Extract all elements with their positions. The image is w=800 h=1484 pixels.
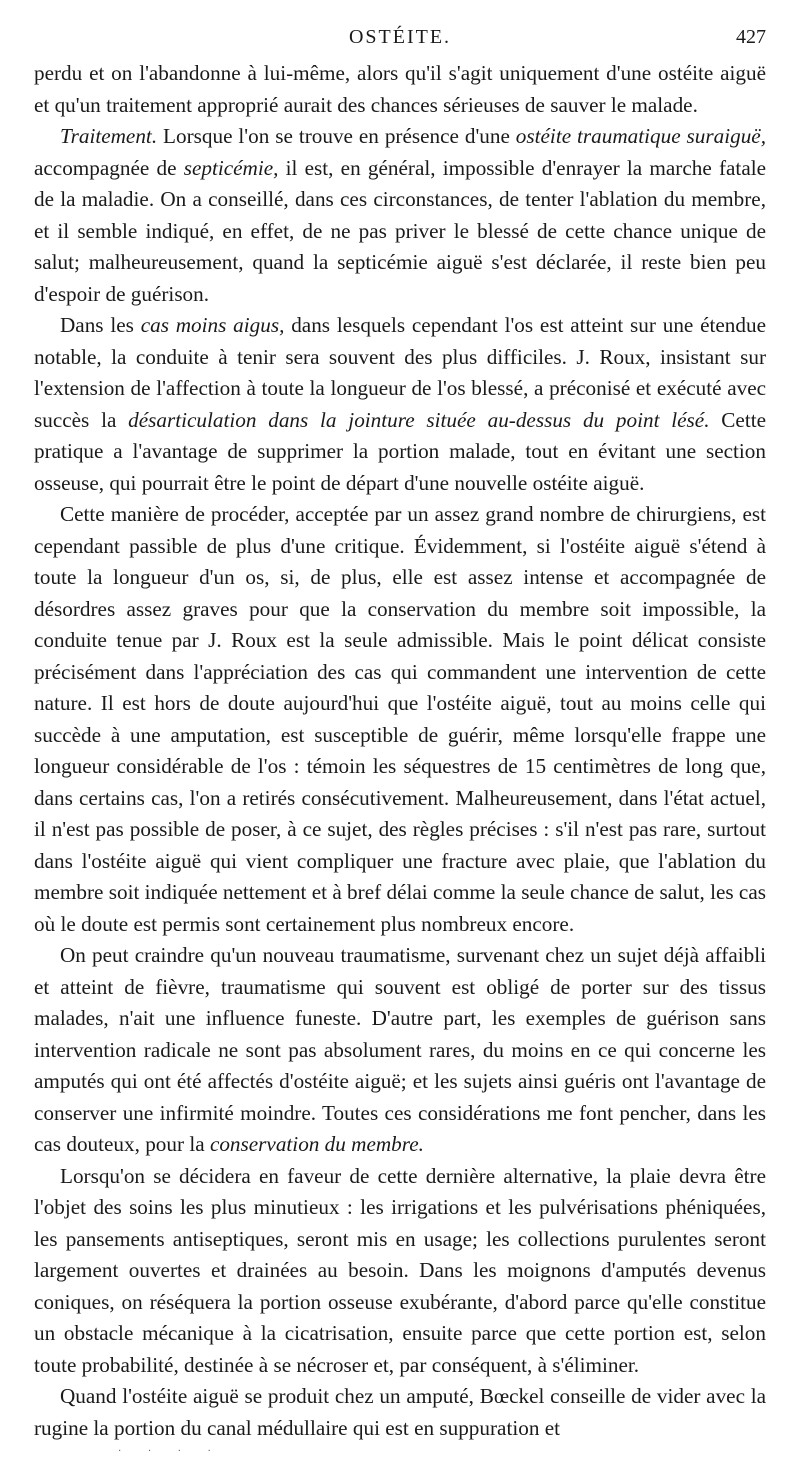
- text-run: Quand l'ostéite aiguë se produit chez un amputé, Bœckel conseille de vider avec la rugine la portion du canal médullaire qui est en suppuration et: [34, 1384, 766, 1440]
- page-number: 427: [736, 26, 766, 48]
- italic-run: cas moins aigus,: [140, 313, 285, 337]
- page-header: [34, 26, 766, 56]
- paragraph: [34, 499, 766, 940]
- text-run: Cette manière de procéder, acceptée par un assez grand nombre de chirurgiens, est cependant passible de plus d'une critique. Évidemment, si l'ostéite aiguë s'étend à toute la longueur d'un os, si, de plus, elle est assez intense et accompagnée de désordres assez graves pour que la conservation du membre soit impossible, la conduite tenue par J. Roux est la seule admissible. Mais le point délicat consiste précisément dans l'appréciation des cas qui commandent une intervention de cette nature. Il est hors de doute aujourd'hui que l'ostéite aiguë, tout au moins celle qui succède à une amputation, est susceptible de guérir, même lorsqu'elle frappe une longueur considérable de l'os : témoin les séquestres de 15 centimètres de long que, dans certains cas, l'on a retirés consécutivement. Malheureusement, dans l'état actuel, il n'est pas possible de poser, à ce sujet, des règles précises : s'il n'est pas rare, surtout dans l'ostéite aiguë qui vient compliquer une fracture avec plaie, que l'ablation du membre soit indiquée nettement et à bref délai comme la seule chance de salut, les cas où le doute est permis sont certainement plus nombreux encore.: [34, 502, 766, 936]
- text-run: Dans les: [60, 313, 141, 337]
- text-run: dans lesquels cependant l'os est atteint sur une étendue notable, la conduite à tenir sera souvent des plus difficiles. J. Roux, insistant sur l'extension de l'affection à toute la longueur de l'os blessé, a préconisé et exécuté avec succès la: [34, 313, 766, 432]
- italic-run: septicémie,: [183, 155, 279, 180]
- body-text: [34, 58, 766, 1444]
- italic-run: Traitement.: [60, 124, 158, 148]
- text-run: On peut craindre qu'un nouveau traumatisme, survenant chez un sujet déjà affaibli et atteint de fièvre, traumatisme qui souvent est obligé de porter sur des tissus malades, n'ait une influence funeste. D'autre part, les exemples de guérison sans intervention radicale ne sont pas absolument rares, du moins en ce qui concerne les amputés qui ont été affectés d'ostéite aiguë; et les sujets ainsi guéris ont l'avantage de conserver une infirmité moindre. Toutes ces considérations me font pencher, dans les cas douteux, pour la: [34, 943, 766, 1156]
- italic-run: conservation du membre.: [209, 1132, 424, 1156]
- text-run: il est, en général, impossible d'enrayer la marche fatale de la maladie. On a conseillé, dans ces circonstances, de tenter l'ablation du membre, et il semble indiqué, en effet, de ne pas priver le blessé de cette chance unique de salut; malheureusement, quand la septicémie aiguë s'est déclarée, il reste bien peu d'espoir de guérison.: [34, 155, 767, 306]
- text-run: accompagnée de: [34, 155, 184, 180]
- running-title: OSTÉITE.: [348, 26, 452, 48]
- paragraph: [34, 121, 766, 310]
- print-specks: · · · ·: [118, 1446, 223, 1457]
- paragraph: [34, 58, 766, 121]
- text-run: Lorsque l'on se trouve en présence d'une: [157, 124, 516, 148]
- paragraph: [34, 310, 766, 499]
- italic-run: désarticulation dans la jointure située au-dessus du point lésé.: [128, 407, 710, 432]
- text-run: perdu et on l'abandonne à lui-même, alors qu'il s'agit uniquement d'une ostéite aiguë et qu'un traitement approprié aurait des chances sérieuses de sauver le malade.: [34, 61, 766, 117]
- paragraph: [34, 1161, 766, 1382]
- paragraph: [34, 940, 766, 1161]
- paragraph: [34, 1381, 766, 1444]
- text-run: Lorsqu'on se décidera en faveur de cette dernière alternative, la plaie devra être l'objet des soins les plus minutieux : les irrigations et les pulvérisations phéniquées, les pansements antiseptiques, seront mis en usage; les collections purulentes seront largement ouvertes et drainées au besoin. Dans les moignons d'amputés devenus coniques, on réséquera la portion osseuse exubérante, d'abord parce qu'elle constitue un obstacle mécanique à la cicatrisation, ensuite parce que cette portion est, selon toute probabilité, destinée à se nécroser et, par conséquent, à s'éliminer.: [34, 1163, 766, 1377]
- italic-run: ostéite traumatique suraiguë,: [515, 124, 767, 148]
- text-run: Cette pratique a l'avantage de supprimer la portion malade, tout en évitant une section osseuse, qui pourrait être le point de départ d'une nouvelle ostéite aiguë.: [34, 407, 766, 495]
